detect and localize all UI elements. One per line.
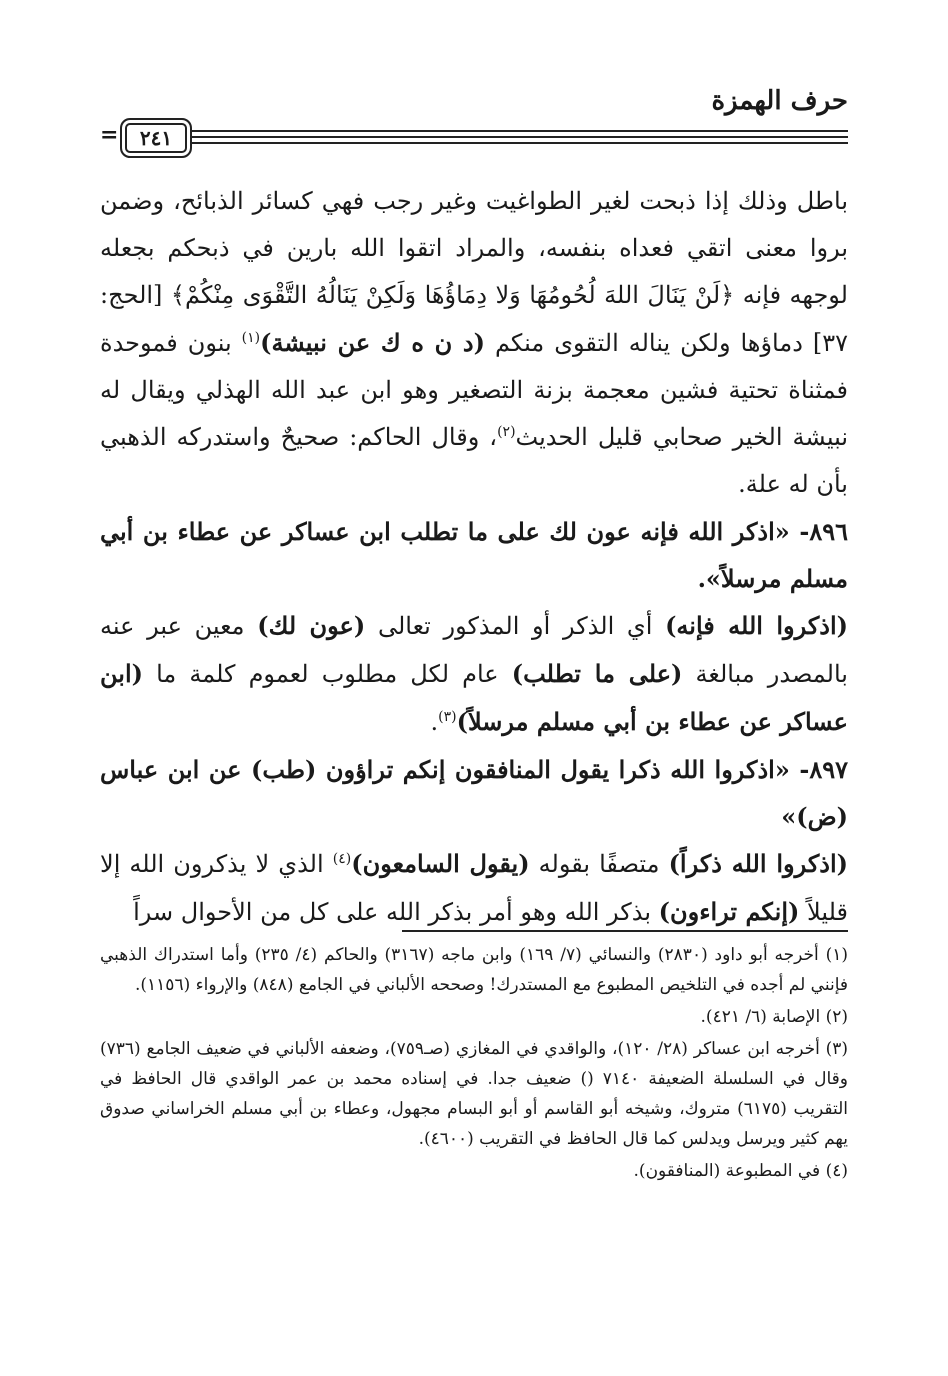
footnote-ref: (١) (241, 330, 261, 346)
paragraph-commentary-895: باطل وذلك إذا ذبحت لغير الطواغيت وغير رجب فهي كسائر الذبائح، وضمن بروا معنى اتقي فعداه بنفسه، والمراد اتقوا الله بارين في ذبحكم بجعله لوجهه فإنه ﴿لَنْ يَنَالَ اللهَ لُحُومُهَا وَلا دِمَاؤُهَا وَلَكِنْ يَنَالُهُ التَّقْوَى مِنْكُمْ﴾ [الحج: ٣٧] دماؤها ولكن يناله التقوى منكم (د ن ه ك عن نبيشة)$^{(١)}$ بنون فموحدة فمثناة تحتية فشين معجمة بزنة التصغير وهو ابن عبد الله الهذلي ويقال له نبيشة الخير صحابي قليل الحديث$^{(٢)}$، وقال الحاكم: صحيحٌ واستدركه الذهبي بأن له علة. (100, 187, 849, 498)
running-head-title: حرف الهمزة (711, 86, 848, 116)
footnote-ref: (٤) (332, 851, 352, 867)
hadith-896: ٨٩٦- «اذكر الله فإنه عون لك على ما تطلب ابن عساكر عن عطاء بن أبي مسلم مرسلاً». (100, 517, 849, 593)
page-number: ٢٤١ (139, 126, 173, 150)
page-number-box (120, 118, 192, 158)
footnote-1: (١) أخرجه أبو داود (٢٨٣٠) والنسائي (٧/ ١٦٩) وابن ماجه (٣١٦٧) والحاكم (٤/ ٢٣٥) وأما استدراك الذهبي فإنني لم أجده في التلخيص المطبوع مع المستدرك! وصححه الألباني في الجامع (٨٤٨) والإرواء (١١٥٦). (100, 945, 849, 995)
header-mark: = (100, 122, 119, 148)
footnotes (100, 940, 848, 1188)
footnote-4: (٤) في المطبوعة (المنافقون). (633, 1161, 848, 1181)
header-rule (190, 130, 848, 132)
header-rule (190, 142, 848, 144)
hadith-897: ٨٩٧- «اذكروا الله ذكرا يقول المنافقون إنكم تراؤون (طب) عن ابن عباس (ض)» (100, 755, 848, 831)
header-rule (190, 136, 848, 138)
footnote-3: (٣) أخرجه ابن عساكر (٢٨/ ١٢٠)، والواقدي في المغازي (صـ٧٥٩)، وضعفه الألباني في ضعيف الجامع (٧٣٦) وقال في السلسلة الضعيفة ٧١٤٠ () ضعيف جدا. في إسناده محمد بن عمر الواقدي قال الحافظ في التقريب (٦١٧٥) متروك، وشيخه أبو القاسم أو أبو البسام مجهول، وعطاء بن أبي مسلم الخراساني صدوق يهم كثير ويرسل ويدلس كما قال الحافظ في التقريب (٤٦٠٠). (100, 1039, 848, 1149)
paragraph-commentary-897: (اذكروا الله ذكراً) متصفًا بقوله (يقول السامعون)$^{(٤)}$ الذي لا يذكرون الله إلا قليلاً (إنكم تراءون) بذكر الله وهو أمر بذكر الله على كل من الأحوال سراً (100, 849, 848, 926)
footnote-separator (402, 930, 848, 932)
main-text (100, 178, 848, 936)
footnote-ref: (٢) (497, 424, 516, 440)
footnote-2: (٢) الإصابة (٦/ ٤٢١). (700, 1007, 848, 1027)
paragraph-commentary-896: (اذكروا الله فإنه) أي الذكر أو المذكور تعالى (عون لك) معين عبر عنه بالمصدر مبالغة (على ما تطلب) عام لكل مطلوب لعموم كلمة ما (ابن عساكر عن عطاء بن أبي مسلم مرسلاً)$^{(٣)}$. (100, 611, 848, 736)
footnote-ref: (٣) (438, 709, 457, 725)
